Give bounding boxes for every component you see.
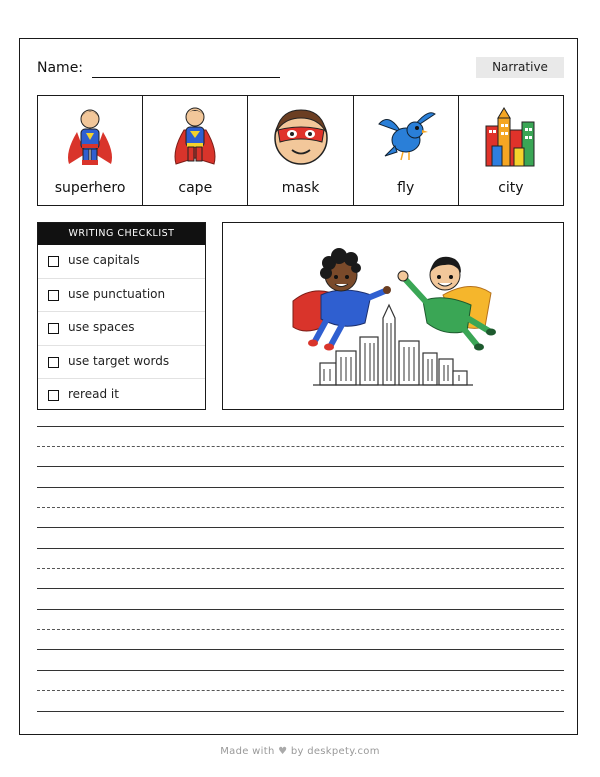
vocab-cell-cape xyxy=(143,96,248,205)
writing-guide-line xyxy=(37,690,564,691)
checkbox[interactable] xyxy=(48,256,59,267)
writing-line[interactable] xyxy=(37,527,564,528)
writing-line[interactable] xyxy=(37,487,564,488)
vocab-word: mask xyxy=(281,180,320,196)
writing-line[interactable] xyxy=(37,649,564,650)
checklist-item[interactable] xyxy=(38,312,205,346)
checklist-item-label: use target words xyxy=(68,353,170,368)
mask-icon xyxy=(266,102,336,172)
vocab-cell-mask xyxy=(248,96,353,205)
checkbox[interactable] xyxy=(48,290,59,301)
checklist-item[interactable] xyxy=(38,346,205,380)
checkbox[interactable] xyxy=(48,390,59,401)
flying-superheroes-illustration xyxy=(223,223,562,408)
vocabulary-strip xyxy=(37,95,564,206)
story-illustration xyxy=(222,222,564,410)
checklist-item-label: use capitals xyxy=(68,253,140,267)
writing-line[interactable] xyxy=(37,466,564,467)
checkbox[interactable] xyxy=(48,323,59,334)
footer-credit xyxy=(0,746,600,757)
checklist-title: WRITING CHECKLIST xyxy=(38,223,205,245)
checklist-item-label: reread it xyxy=(68,387,119,402)
city-icon xyxy=(476,102,546,172)
writing-line[interactable] xyxy=(37,426,564,427)
vocab-cell-city xyxy=(459,96,563,205)
superhero-icon xyxy=(55,102,125,172)
vocab-cell-fly xyxy=(354,96,459,205)
vocab-word: city xyxy=(498,180,524,196)
checkbox[interactable] xyxy=(48,357,59,368)
footer-made-with: Made with xyxy=(220,746,275,757)
cape-icon xyxy=(160,102,230,172)
bird-icon xyxy=(371,102,441,172)
vocab-word: superhero xyxy=(54,180,126,196)
checklist-item[interactable] xyxy=(38,379,205,412)
vocab-word: cape xyxy=(178,180,213,196)
writing-guide-line xyxy=(37,446,564,447)
heart-icon: ♥ xyxy=(278,746,288,757)
checklist-item-label: use spaces xyxy=(68,320,135,335)
checklist-item-label: use punctuation xyxy=(68,286,166,301)
checklist-item[interactable] xyxy=(38,279,205,313)
vocab-word: fly xyxy=(397,180,415,196)
writing-line[interactable] xyxy=(37,609,564,610)
writing-line[interactable] xyxy=(37,670,564,671)
genre-tag: Narrative xyxy=(476,57,564,78)
footer-site: by deskpety.com xyxy=(290,746,380,757)
writing-checklist xyxy=(37,222,206,410)
writing-line[interactable] xyxy=(37,548,564,549)
writing-guide-line xyxy=(37,507,564,508)
vocab-cell-superhero xyxy=(38,96,143,205)
writing-guide-line xyxy=(37,629,564,630)
writing-line[interactable] xyxy=(37,711,564,712)
worksheet xyxy=(19,38,578,735)
writing-guide-line xyxy=(37,568,564,569)
name-label: Name: xyxy=(37,60,84,76)
name-field-line[interactable] xyxy=(92,77,280,78)
writing-line[interactable] xyxy=(37,588,564,589)
checklist-item[interactable] xyxy=(38,245,205,279)
